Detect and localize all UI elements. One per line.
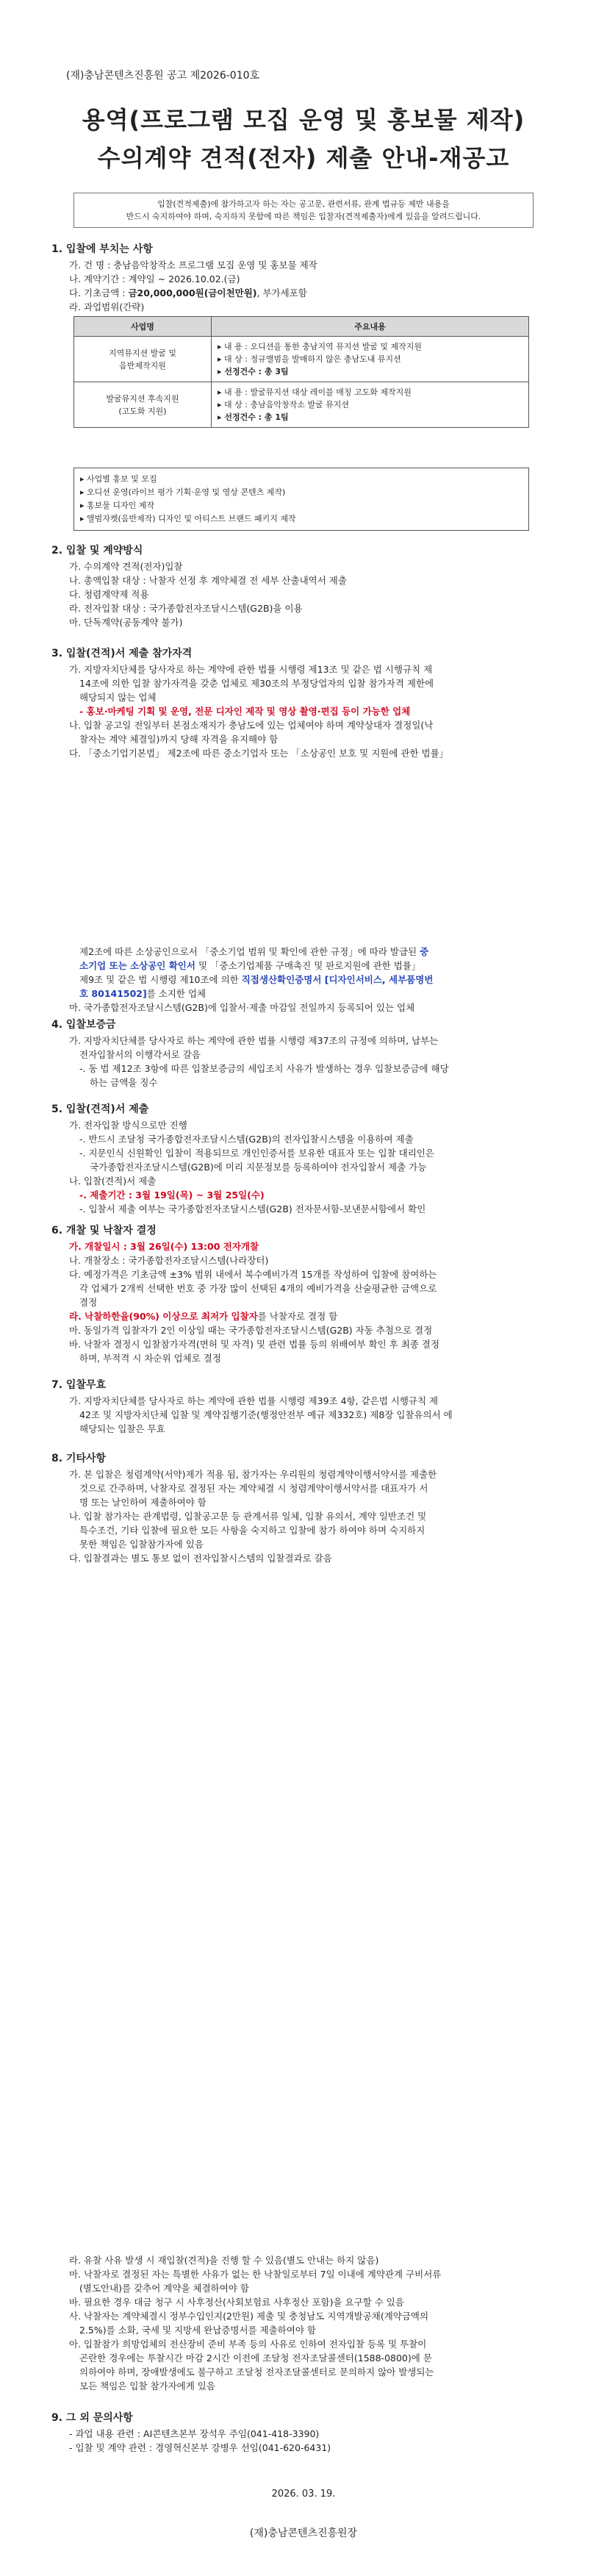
section-heading: 6. 개찰 및 낙찰자 결정 (51, 1225, 157, 1237)
scope-table (73, 316, 529, 428)
cell-line: ▸ 내 용 : 오디션을 통한 충남지역 뮤지션 발굴 및 제작지원 (218, 342, 422, 351)
text-line: 가. 지방자치단체를 당사자로 하는 계약에 관한 법률 시행령 제13조 및 같은 법 시행규칙 제 (69, 664, 433, 675)
text-line: 마. 동일가격 입찰자가 2인 이상일 때는 국가종합전자조달시스템(G2B) 자동 추첨으로 결정 (69, 1325, 433, 1336)
text-span: 제9조 및 같은 법 시행령 제10조에 의한 (79, 974, 242, 985)
text-line (51, 973, 558, 987)
text-line: 아. 입찰참가 희망업체의 전산장비 준비 부족 등의 사유로 인하여 전자입찰 등록 및 투찰이 (69, 2339, 427, 2350)
cell-line: 음반제작지원 (119, 360, 166, 371)
section-heading: 3. 입찰(견적)서 제출 참가자격 (51, 648, 193, 659)
cell-line: ▸ 대 상 : 정규앨범을 발매하지 않은 충남도내 뮤지션 (218, 354, 401, 364)
text-line: -. 동 법 제12조 3항에 따른 입찰보증금의 세입조치 사유가 발생하는 경우 입찰보증금에 해당 (79, 1063, 449, 1074)
table-header-row (74, 317, 529, 337)
table-cell (74, 382, 212, 428)
text-line: 전자입찰서의 이행각서로 갈음 (79, 1049, 201, 1060)
text-line: 2.5%)를 소화, 국세 및 지방세 완납증명서를 제출하여야 함 (79, 2325, 316, 2336)
text-line: 해당되는 입찰은 무효 (79, 1423, 165, 1434)
notice-number: (재)충남콘텐츠진흥원 공고 제2026-010호 (66, 70, 260, 82)
text-line: 나. 입찰(견적)서 제출 (69, 1176, 157, 1187)
text-line (51, 286, 558, 300)
text-line: 라. 전자입찰 대상 : 국가종합전자조달시스템(G2B)을 이용 (69, 603, 303, 614)
text-line (51, 987, 558, 1001)
table-row (74, 337, 529, 382)
text-line: 가. 지방자치단체를 당사자로 하는 계약에 관한 법률 시행령 제37조의 규정에 의하며, 납부는 (69, 1035, 439, 1046)
text-line (51, 1309, 558, 1323)
section-heading: 5. 입찰(견적)서 제출 (51, 1103, 149, 1115)
table-cell (74, 337, 212, 382)
text-span: 다. 기초금액 : (69, 287, 129, 298)
text-line (51, 945, 558, 959)
section-heading: 4. 입찰보증금 (51, 1019, 116, 1031)
text-line: 각 업체가 2개씩 선택한 번호 중 가장 많이 선택된 4개의 예비가격을 산술평균한 금액으로 (79, 1283, 437, 1294)
text-span: 를 소지한 업체 (146, 988, 206, 999)
section-2 (51, 544, 558, 629)
section-7 (51, 1378, 558, 1436)
text-line: 나. 총액입찰 대상 : 낙찰자 선정 후 계약체결 전 세부 산출내역서 제출 (69, 575, 347, 586)
section-1 (51, 243, 558, 314)
cell-line: ▸ 선정건수 : 총 1팀 (218, 412, 289, 422)
section-heading: 7. 입찰무효 (51, 1379, 107, 1391)
text-line: 라. 유찰 사유 발생 시 재입찰(견적)을 진행 할 수 있음(별도 안내는 하지 않음) (69, 2255, 379, 2266)
text-line: - 홍보·마케팅 기획 및 운영, 전문 디자인 제작 및 영상 촬영·편집 등이 가능한 업체 (79, 706, 411, 717)
text-line: 라. 과업범위(간략) (69, 301, 145, 312)
intro-line: 입찰(견적제출)에 참가하고자 하는 자는 공고문, 관련서류, 관계 법규등 제반 내용을 (157, 199, 450, 209)
text-line: 다. 예정가격은 기초금액 ±3% 범위 내에서 복수예비가격 15개를 작성하여 입찰에 참여하는 (69, 1269, 437, 1280)
text-line: 해당되지 않는 업체 (79, 692, 157, 703)
intro-box (73, 193, 534, 228)
text-line: 가. 본 입찰은 청렴계약(서약)제가 적용 됨, 참가자는 우리원의 청렴계약이행서약서를 제출한 (69, 1469, 437, 1480)
table-header: 사업명 (74, 317, 212, 337)
submission-period: -. 제출기간 : 3월 19일(목) ~ 3월 25일(수) (79, 1189, 265, 1201)
page-title-line1: 용역(프로그램 모집 운영 및 홍보물 제작) (82, 106, 525, 134)
table-row (74, 382, 529, 428)
list-item: ▸ 사업별 홍보 및 모집 (80, 474, 157, 484)
text-line: 다. 입찰결과는 별도 통보 없이 전자입찰시스템의 입찰결과로 갈음 (69, 1553, 332, 1564)
text-span: 제2조에 따른 소상공인으로서 「중소기업 범위 및 확인에 관한 규정」에 따라 발급된 (79, 946, 420, 957)
text-line: 42조 및 지방자치단체 입찰 및 계약집행기준(행정안전부 예규 제332호) 제8장 입찰유의서 에 (79, 1409, 453, 1420)
text-line: (별도안내)를 갖추어 계약을 체결하여야 함 (79, 2283, 249, 2294)
contact-task: - 과업 내용 관련 : AI콘텐츠본부 장석우 주임(041-418-3390) (69, 2428, 320, 2439)
text-line: 가. 전자입찰 방식으로만 진행 (69, 1120, 187, 1131)
text-line (51, 959, 558, 973)
cell-line: (고도화 지원) (118, 406, 167, 416)
cell-line: 지역뮤지션 발굴 및 (108, 348, 176, 358)
section-8 (51, 1452, 558, 1565)
text-line: 마. 낙찰자로 결정된 자는 특별한 사유가 없는 한 낙찰일로부터 7일 이내에 계약관계 구비서류 (69, 2269, 442, 2280)
cell-line: ▸ 내 용 : 발굴뮤지션 대상 레이블 매칭 고도화 제작지원 (218, 387, 412, 397)
text-line: 나. 입찰 공고일 전일부터 본점소재지가 충남도에 있는 업체여야 하며 계약상대자 결정일(낙 (69, 720, 434, 731)
text-line: 가. 건 명 : 충남음악창작소 프로그램 모집 운영 및 홍보물 제작 (69, 260, 317, 271)
text-span: 소기업 또는 소상공인 확인서 (79, 960, 195, 971)
text-line: 못한 책임은 입찰참가자에 있음 (79, 1539, 204, 1550)
cell-line: ▸ 대 상 : 충남음악창작소 발굴 뮤지션 (218, 400, 349, 409)
text-line: 마. 국가종합전자조달시스템(G2B)에 입찰서·제출 마감일 전일까지 등록되어 있는 업체 (69, 1002, 415, 1013)
text-span: 라. 낙찰하한율(90%) 이상으로 최저가 입찰자 (69, 1311, 258, 1322)
text-line: 특수조건, 기타 입찰에 필요한 모든 사항을 숙지하고 입찰에 참가 하여야 하며 숙지하지 (79, 1525, 425, 1536)
text-line: 다. 「중소기업기본법」 제2조에 따른 중소기업자 또는 「소상공인 보호 및 지원에 관한 법률」 (69, 748, 449, 759)
text-line: 결정 (79, 1297, 98, 1308)
text-line: 나. 개찰장소 : 국가종합전자조달시스템(나라장터) (69, 1255, 269, 1266)
text-line: 하는 금액을 징수 (90, 1077, 158, 1088)
cell-line: ▸ 선정건수 : 총 3팀 (218, 367, 289, 376)
text-line: 가. 수의계약 견적(전자)입찰 (69, 561, 183, 572)
section-heading: 9. 그 외 문의사항 (51, 2412, 133, 2424)
table-cell (212, 382, 529, 428)
text-span: 및 「중소기업제품 구매촉진 및 판로지원에 관한 법률」 (195, 960, 421, 971)
text-line: 모든 책임은 입찰 참가자에게 있음 (79, 2380, 215, 2391)
text-line: 나. 계약기간 : 계약일 ~ 2026.10.02.(금) (69, 273, 240, 285)
text-line: 찰자는 계약 체결일)까지 당해 자격을 유지해야 함 (79, 734, 279, 745)
text-span: , 부가세포함 (256, 287, 307, 298)
text-line: -. 반드시 조달청 국가종합전자조달시스템(G2B)의 전자입찰시스템을 이용하여 제출 (79, 1134, 414, 1145)
text-line: 명 또는 날인하여 제출하여야 함 (79, 1497, 206, 1508)
list-item: ▸ 홍보물 디자인 제작 (80, 501, 155, 510)
opening-datetime: 가. 개찰일시 : 3월 26일(수) 13:00 전자개찰 (69, 1241, 259, 1252)
section-3 (51, 647, 558, 760)
contact-contract: - 입찰 및 계약 관련 : 경영혁신본부 강병우 선임(041-620-6431) (69, 2442, 331, 2453)
text-span: 호 80141502] (79, 988, 147, 999)
text-line: 14조에 의한 입찰 참가자격을 갖춘 업체로 제30조의 부정당업자의 입찰 참가자격 제한에 (79, 678, 434, 689)
text-span: 직접생산확인증명서 [디자인서비스, 세부품명번 (241, 974, 434, 985)
section-3-continued (51, 945, 558, 1015)
text-line: 마. 단독계약(공동계약 불가) (69, 617, 183, 628)
text-line: 가. 지방자치단체를 당사자로 하는 계약에 관한 법률 시행령 제39조 4항, 같은법 시행규칙 제 (69, 1395, 439, 1406)
section-heading: 8. 기타사항 (51, 1453, 107, 1464)
base-amount: 금20,000,000원(금이천만원) (128, 287, 257, 298)
text-line: 다. 청렴계약제 적용 (69, 589, 149, 600)
text-line: 것으로 간주하며, 낙찰자로 결정된 자는 계약체결 시 청렴계약이행서약서를 대표자가 서 (79, 1483, 428, 1494)
section-heading: 2. 입찰 및 계약방식 (51, 545, 143, 557)
text-line: -. 입찰서 제출 여부는 국가종합전자조달시스템(G2B) 전자문서함-보낸문서함에서 확인 (79, 1203, 426, 1214)
text-line: 의하여야 하며, 장애발생에도 불구하고 조달청 전자조달콜센터로 문의하지 않아 발생되는 (79, 2366, 434, 2378)
page-title-line2: 수의계약 견적(전자) 제출 안내-재공고 (97, 144, 510, 172)
notice-date: 2026. 03. 19. (271, 2489, 336, 2500)
task-list-box (73, 468, 529, 531)
section-5 (51, 1103, 558, 1216)
list-item: ▸ 오디션 운영(라이브 평가 기획·운영 및 영상 콘텐츠 제작) (80, 487, 286, 497)
section-8-continued (51, 2253, 558, 2393)
text-line: 나. 입찰 참가자는 관계법령, 입찰공고문 등 관계서류 일체, 입찰 유의서, 계약 일반조건 및 (69, 1511, 427, 1522)
section-heading: 1. 입찰에 부치는 사항 (51, 243, 153, 255)
text-line: 바. 낙찰자 결정시 입찰참가자격(면허 및 자격) 및 관련 법률 등의 위배여부 확인 후 최종 결정 (69, 1339, 440, 1350)
section-4 (51, 1018, 558, 1090)
section-6 (51, 1224, 558, 1365)
text-span: 중 (420, 946, 429, 957)
text-line: 곤란한 경우에는 투찰시간 마감 2시간 이전에 조달청 전자조달콜센터(1588-0800)에 문 (79, 2353, 432, 2364)
text-line: 하며, 부적격 시 차순위 업체로 결정 (79, 1353, 221, 1364)
list-item: ▸ 앨범자켓(음반제작) 디자인 및 아티스트 브랜드 패키지 제작 (80, 514, 296, 523)
text-span: 를 낙찰자로 결정 함 (257, 1311, 338, 1322)
text-line: 바. 필요한 경우 대금 청구 시 사후정산(사회보험료 사후정산 포함)을 요구할 수 있음 (69, 2297, 404, 2308)
text-line: 사. 낙찰자는 계약체결시 정부수입인지(2만원) 제출 및 충청남도 지역개발공채(계약금액의 (69, 2311, 429, 2322)
text-line: -. 지문인식 신원확인 입찰이 적용되므로 개인인증서를 보유한 대표자 또는 입찰 대리인은 (79, 1148, 434, 1159)
text-line: 국가종합전자조달시스템(G2B)에 미리 지문정보를 등록하여야 전자입찰서 제출 가능 (90, 1162, 427, 1173)
table-cell (212, 337, 529, 382)
section-9 (51, 2411, 558, 2455)
issuer-name: (재)충남콘텐츠진흥원장 (249, 2527, 358, 2539)
intro-line: 반드시 숙지하여야 하며, 숙지하지 못함에 따른 책임은 입찰자(견적제출자)에게 있음을 알려드립니다. (126, 212, 481, 221)
cell-line: 발굴뮤지션 후속지원 (106, 393, 179, 404)
table-header: 주요내용 (212, 317, 529, 337)
